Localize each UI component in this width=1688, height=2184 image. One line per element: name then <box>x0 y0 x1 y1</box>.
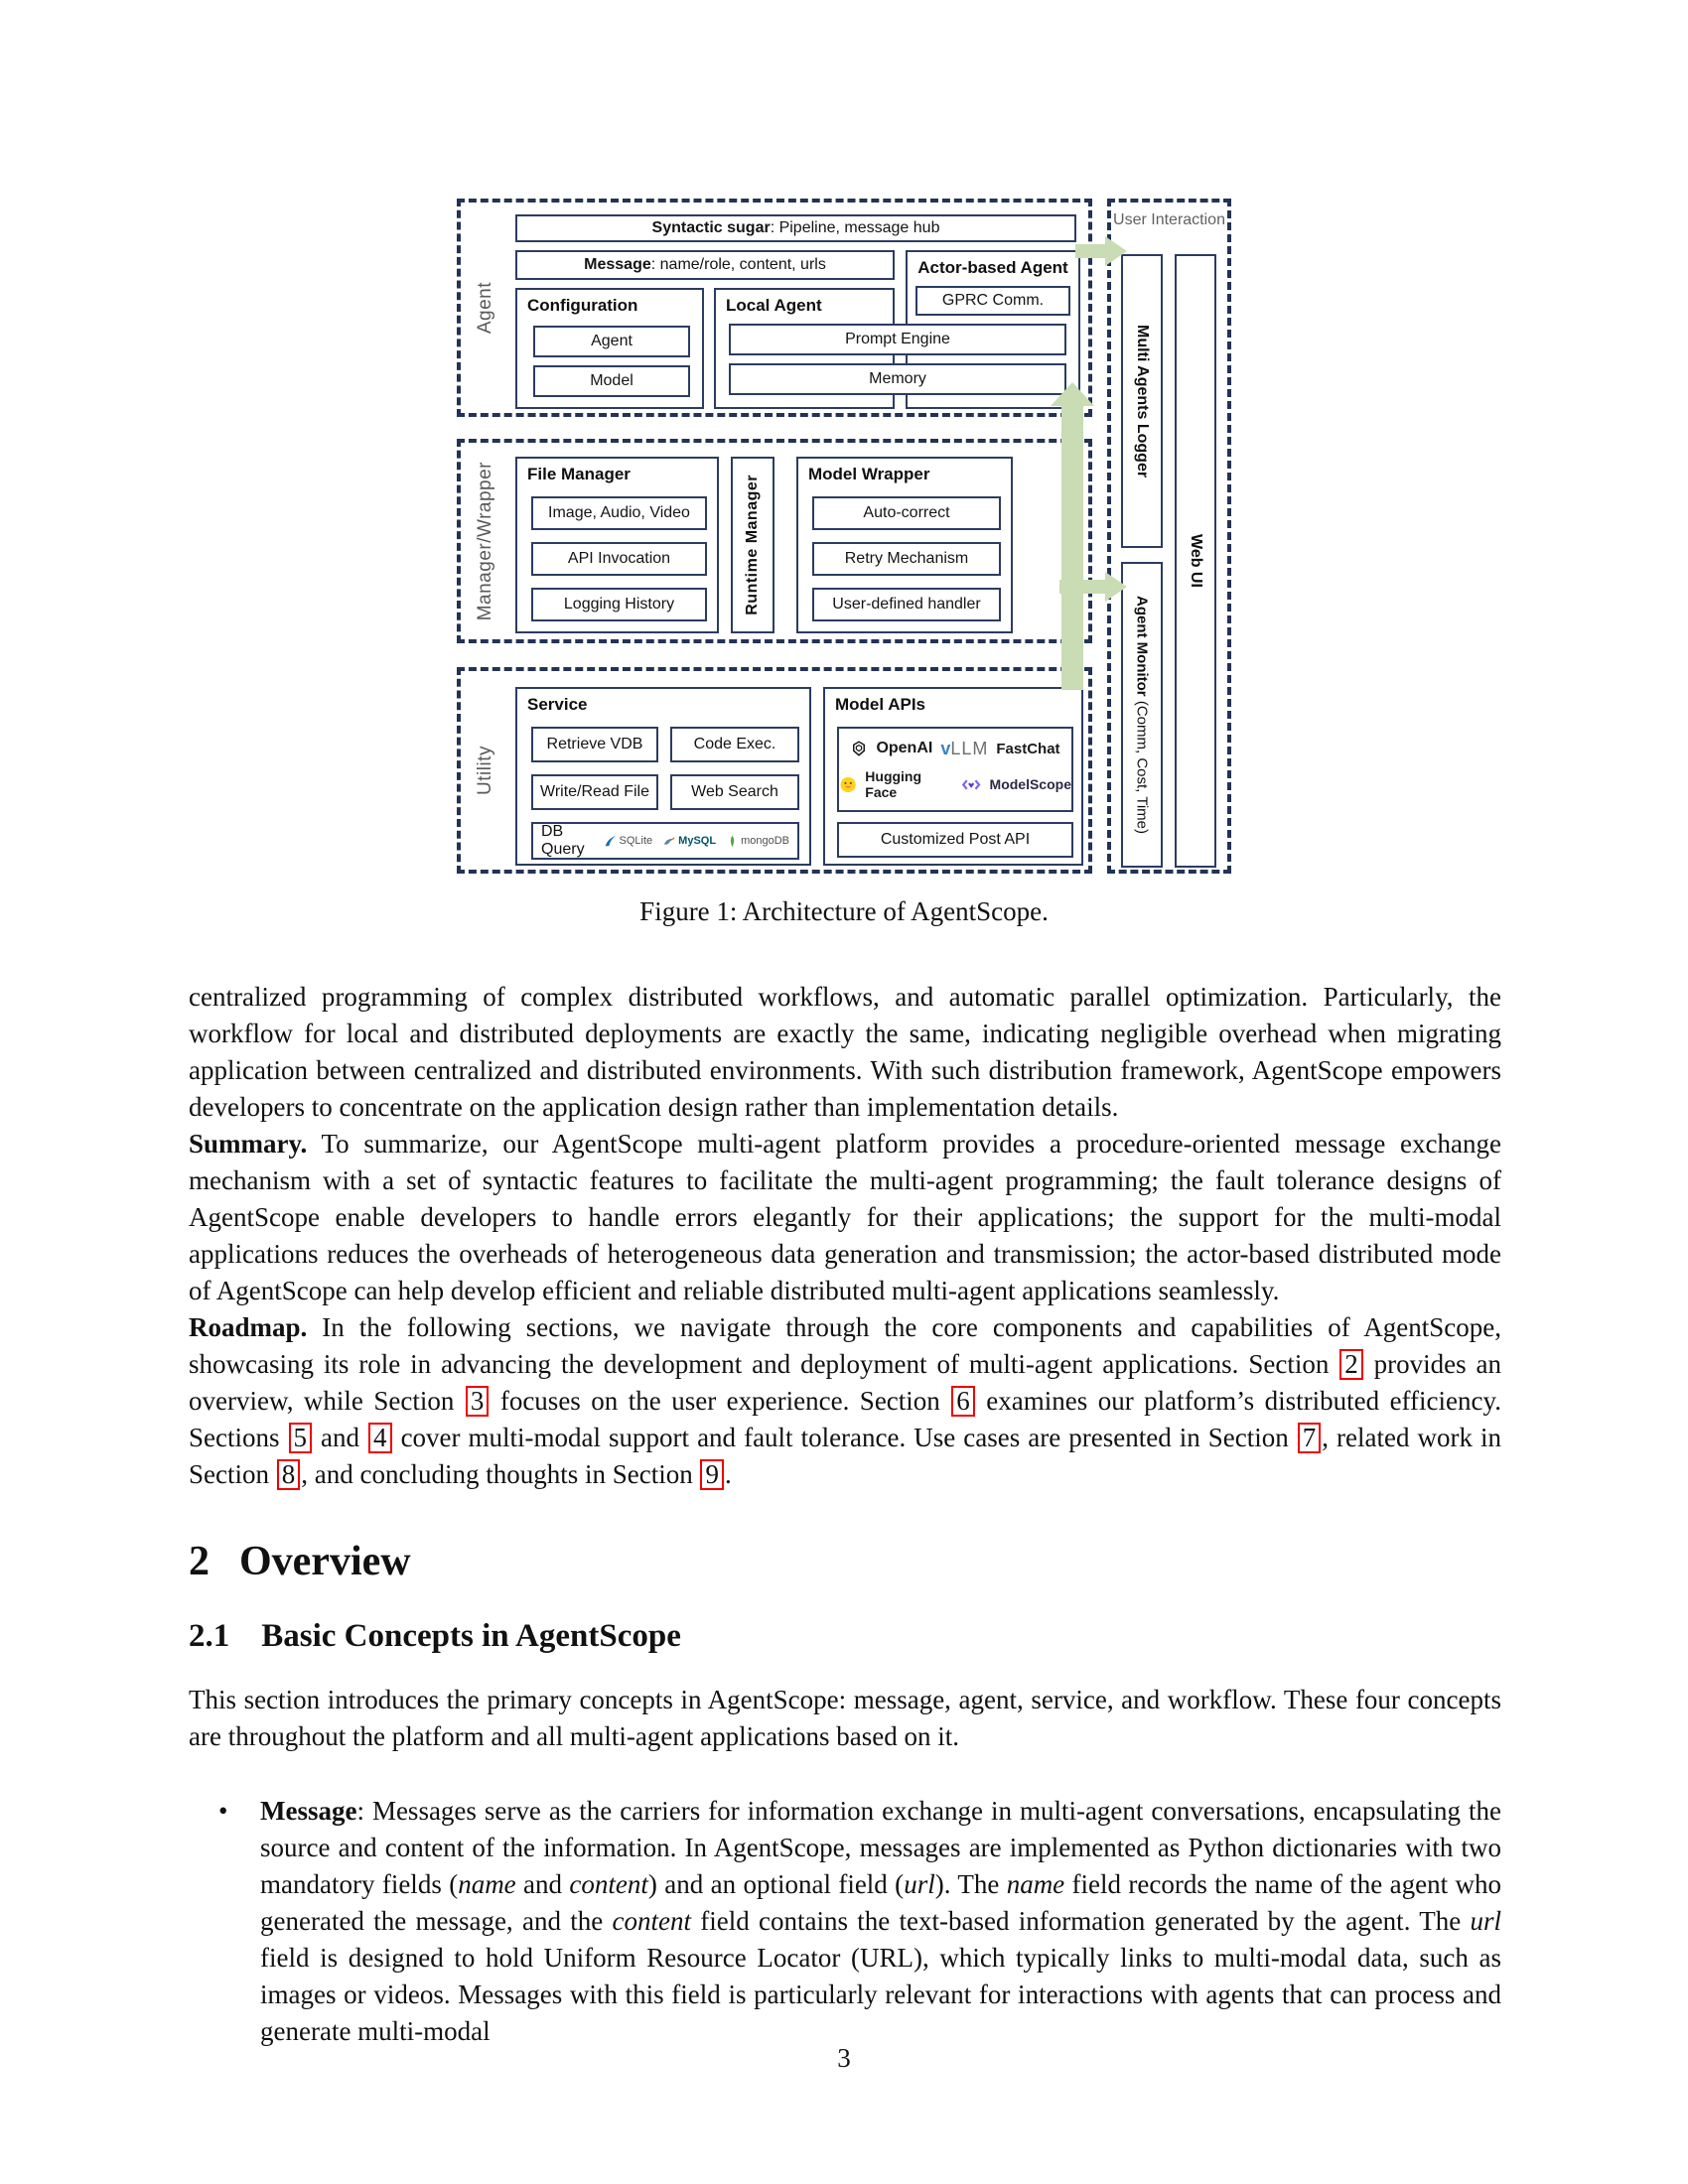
service-retrieve-vdb-box <box>531 727 658 762</box>
config-model-label: Model <box>590 372 633 389</box>
section-ref-5[interactable]: 5 <box>289 1423 313 1453</box>
agent-to-logger-arrow <box>1075 236 1127 266</box>
section-title: Overview <box>239 1539 411 1584</box>
service-box <box>515 687 811 866</box>
syntactic-sugar-bold: Syntactic sugar <box>651 219 771 236</box>
hugging-face-label: Hugging Face <box>865 768 922 801</box>
file-item-api-label: API Invocation <box>567 550 671 567</box>
paragraph-summary <box>189 1126 1501 1309</box>
db-query-label: DB Query <box>541 823 585 858</box>
service-web-search-label: Web Search <box>691 783 778 800</box>
text-segment: name <box>458 1869 516 1900</box>
subsection-number: 2.1 <box>189 1618 230 1655</box>
file-item-media-box <box>531 496 707 530</box>
agent-group-label: Agent <box>475 281 495 335</box>
agent-monitor-label: Agent Monitor <box>1133 596 1151 697</box>
mongodb-label: mongoDB <box>741 835 789 847</box>
utility-group-label: Utility <box>475 746 495 795</box>
section-ref-4[interactable]: 4 <box>368 1423 392 1453</box>
sqlite-label: SQLite <box>619 835 653 847</box>
local-agent-label: Local Agent <box>726 296 822 315</box>
section-heading <box>189 1539 1501 1584</box>
agent-monitor-sublabel: (Comm, Cost, Time) <box>1133 696 1151 834</box>
text-segment: examines our platform’s distributed efficiency. Sections <box>189 1386 1502 1452</box>
section-ref-2[interactable]: 2 <box>1339 1349 1363 1380</box>
utility-group-box <box>457 667 1092 874</box>
list-item-message-text <box>260 1796 1501 2046</box>
section-ref-8[interactable]: 8 <box>277 1459 301 1490</box>
text-segment: This section introduces the primary concepts in AgentScope: message, agent, service, and workflow. These four concepts are throughout the platform and all multi-agent applications based on it. <box>189 1685 1501 1752</box>
text-segment: content <box>569 1869 648 1900</box>
sqlite-logo <box>604 834 653 848</box>
customized-post-api-box <box>837 822 1073 858</box>
text-segment: , and concluding thoughts in Section <box>301 1459 700 1489</box>
vllm-v-icon: v <box>940 738 951 758</box>
text-segment: field records the name of the agent who generated the message, and the <box>260 1869 1501 1937</box>
multi-agents-logger-label: Multi Agents Logger <box>1134 324 1151 478</box>
memory-label: Memory <box>869 370 926 387</box>
section-ref-7[interactable]: 7 <box>1298 1423 1322 1453</box>
vllm-logo <box>940 739 988 759</box>
modelscope-label: ModelScope <box>989 776 1071 793</box>
fastchat-label: FastChat <box>996 740 1060 757</box>
text-segment: url <box>904 1869 935 1900</box>
message-rest: : name/role, content, urls <box>650 256 826 273</box>
service-code-exec-box <box>670 727 799 762</box>
runtime-manager-label: Runtime Manager <box>744 475 761 615</box>
wrapper-item-retry-box <box>812 542 1001 576</box>
customized-post-api-label: Customized Post API <box>880 831 1031 848</box>
modelscope-icon <box>961 778 981 791</box>
mongodb-leaf-icon <box>726 835 739 848</box>
figure-caption: Figure 1: Architecture of AgentScope. <box>639 896 1049 926</box>
model-api-logos-box <box>837 727 1073 812</box>
text-segment: url <box>1470 1906 1501 1937</box>
service-write-read-label: Write/Read File <box>540 783 649 800</box>
vllm-label: LLM <box>950 738 989 758</box>
prompt-engine-box <box>729 324 1066 355</box>
service-web-search-box <box>670 774 799 810</box>
wrapper-item-autocorrect-box <box>812 496 1001 530</box>
text-segment: Roadmap. <box>189 1312 308 1342</box>
mysql-logo <box>662 834 716 848</box>
configuration-box <box>515 288 704 409</box>
db-query-box <box>531 822 799 860</box>
model-api-logo-row-2 <box>839 768 1071 800</box>
mysql-dolphin-icon <box>662 834 676 848</box>
page-number: 3 <box>837 2043 851 2073</box>
openai-label: OpenAI <box>876 740 933 757</box>
syntactic-sugar-rest: : Pipeline, message hub <box>770 219 940 236</box>
utility-to-agent-arrow <box>1048 382 1097 690</box>
text-segment: cover multi-modal support and fault tolerance. Use cases are presented in Section <box>392 1423 1297 1452</box>
service-label: Service <box>527 695 588 714</box>
syntactic-sugar-box <box>515 214 1076 242</box>
gprc-comm-label: GPRC Comm. <box>941 292 1045 309</box>
user-interaction-group-box <box>1107 199 1231 874</box>
prompt-engine-label: Prompt Engine <box>845 331 950 347</box>
text-segment: Message <box>260 1796 357 1827</box>
model-wrapper-label: Model Wrapper <box>808 465 930 483</box>
text-segment: Summary. <box>189 1129 308 1159</box>
message-box <box>515 250 895 280</box>
manager-wrapper-group-label: Manager/Wrapper <box>475 461 495 621</box>
gprc-comm-box <box>915 286 1070 316</box>
model-apis-label: Model APIs <box>835 695 925 714</box>
openai-logo-icon <box>850 740 868 757</box>
subsection-title: Basic Concepts in AgentScope <box>261 1618 681 1655</box>
text-segment: : Messages serve as the carriers for information exchange in multi-agent conversations, encapsulating the source and content of the information. In AgentScope, messages are implemented as Python dictionaries with two mandatory fields ( <box>260 1796 1501 1900</box>
model-wrapper-box <box>796 457 1013 633</box>
memory-box <box>729 363 1066 395</box>
text-segment: field is designed to hold Uniform Resource Locator (URL), which typically links to multi-modal data, such as images or videos. Messages with this field is particularly relevant for interactions with agents that can process and generate multi-modal <box>260 1943 1501 2047</box>
file-item-api-box <box>531 542 707 576</box>
list-item-message <box>189 1793 1501 2050</box>
text-segment: and <box>313 1423 368 1452</box>
file-manager-label: File Manager <box>527 465 631 483</box>
wrapper-item-autocorrect-label: Auto-correct <box>863 504 950 521</box>
text-segment: In the following sections, we navigate through the core components and capabilities of AgentScope, showcasing its role in advancing the development and deployment of multi-agent applications. Section <box>189 1312 1501 1379</box>
bullet-icon: • <box>218 1796 228 1827</box>
text-segment: ) and an optional field ( <box>647 1869 905 1900</box>
section-number: 2 <box>189 1539 210 1584</box>
text-segment: , related work in Section <box>189 1423 1501 1489</box>
body-text <box>189 979 1501 2050</box>
section-ref-3[interactable]: 3 <box>466 1386 490 1417</box>
text-segment: name <box>1006 1869 1065 1900</box>
manager-to-monitor-arrow <box>1059 572 1127 602</box>
wrapper-item-retry-label: Retry Mechanism <box>844 550 969 567</box>
file-item-logging-box <box>531 588 707 621</box>
text-segment: focuses on the user experience. Section <box>490 1386 951 1416</box>
subsection-heading <box>189 1618 1501 1654</box>
service-write-read-box <box>531 774 658 810</box>
text-segment: provides an overview, while Section <box>189 1349 1502 1416</box>
text-segment: and <box>515 1869 570 1900</box>
paragraph-intro <box>189 1682 1501 1755</box>
web-ui-label: Web UI <box>1188 534 1204 588</box>
message-bold: Message <box>584 256 651 273</box>
file-manager-box <box>515 457 719 633</box>
sqlite-feather-icon <box>604 834 618 848</box>
actor-based-agent-label: Actor-based Agent <box>917 258 1068 277</box>
manager-wrapper-group-box <box>457 439 1092 643</box>
architecture-diagram <box>452 189 1236 884</box>
paragraph-continuation <box>189 979 1501 1126</box>
user-interaction-label: User Interaction <box>1113 211 1225 228</box>
text-segment: . <box>724 1459 732 1489</box>
hugging-face-icon <box>839 775 857 794</box>
file-item-logging-label: Logging History <box>563 596 675 613</box>
wrapper-item-handler-box <box>812 588 1001 621</box>
text-segment: content <box>612 1906 691 1937</box>
mongodb-logo <box>726 835 789 848</box>
wrapper-item-handler-label: User-defined handler <box>832 596 981 613</box>
agent-group-box <box>457 199 1092 417</box>
text-segment: ). The <box>934 1869 1007 1900</box>
file-item-media-label: Image, Audio, Video <box>548 504 690 521</box>
service-code-exec-label: Code Exec. <box>693 736 776 752</box>
text-segment: field contains the text-based information generated by the agent. The <box>690 1906 1471 1937</box>
multi-agents-logger-box <box>1121 254 1163 548</box>
model-apis-box <box>823 687 1083 866</box>
agent-monitor-box <box>1121 562 1163 868</box>
configuration-label: Configuration <box>527 296 638 315</box>
mysql-label: MySQL <box>678 835 717 847</box>
paragraph-roadmap <box>189 1309 1501 1493</box>
section-ref-9[interactable]: 9 <box>700 1459 724 1490</box>
config-agent-box <box>533 326 690 357</box>
section-ref-6[interactable]: 6 <box>951 1386 975 1417</box>
text-segment: centralized programming of complex distributed workflows, and automatic parallel optimization. Particularly, the workflow for local and distributed deployments are exactly the same, indicating negligible overhead when migrating application between centralized and distributed environments. With such distribution framework, AgentScope empowers developers to concentrate on the application design rather than implementation details. <box>189 982 1501 1122</box>
web-ui-box <box>1175 254 1216 868</box>
config-agent-label: Agent <box>591 333 633 349</box>
config-model-box <box>533 365 690 397</box>
service-retrieve-vdb-label: Retrieve VDB <box>546 736 643 752</box>
model-api-logo-row-1 <box>839 739 1071 759</box>
text-segment: To summarize, our AgentScope multi-agent platform provides a procedure-oriented message exchange mechanism with a set of syntactic features to facilitate the multi-agent programming; the fault tolerance designs of AgentScope enable developers to handle errors elegantly for their applications; the support for the multi-modal applications reduces the overheads of heterogeneous data generation and transmission; the actor-based distributed mode of AgentScope can help develop efficient and reliable distributed multi-agent applications seamlessly. <box>189 1129 1501 1305</box>
runtime-manager-box <box>731 457 774 633</box>
